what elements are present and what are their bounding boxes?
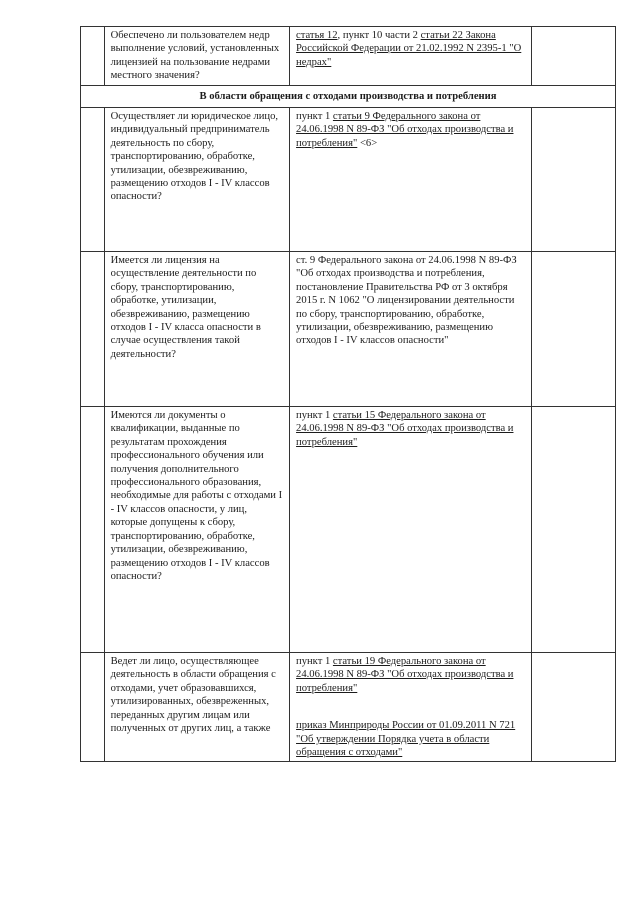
reference-link[interactable]: статьи 19 Федерального закона от 24.06.1998 N 89-ФЗ "Об отходах производства и потребления" [296, 656, 514, 694]
reference-cell [290, 653, 532, 762]
reference-text: пункт 1 [296, 656, 333, 668]
reference-text: , пункт 10 части 2 [337, 30, 421, 41]
reference-cell [290, 108, 532, 252]
question-cell: Обеспечено ли пользователем недр выполнение условий, установленных лицензией на пользование недрами местного значения? [104, 27, 289, 86]
reference-text: пункт 1 [296, 410, 333, 422]
question-cell: Ведет ли лицо, осуществляющее деятельность в области обращения с отходами, учет образовавшихся, утилизированных, обезвреженных, переданных другим лицам или полученных от других лиц, а также [104, 653, 289, 762]
section-heading: В области обращения с отходами производства и потребления [81, 85, 616, 107]
number-cell [81, 27, 105, 86]
number-cell [81, 653, 105, 762]
number-cell [81, 108, 105, 252]
question-cell: Имеется ли лицензия на осуществление деятельности по сбору, транспортированию, обработке, утилизации, обезвреживанию, размещению отходов I - IV класса опасности в случае осуществления такой деятельности? [104, 252, 289, 407]
reference-link[interactable]: приказ Минприроды России от 01.09.2011 N 721 "Об утверждении Порядка учета в области обращения с отходами" [296, 720, 516, 759]
table-row [81, 407, 616, 653]
table-row [81, 252, 616, 407]
paragraph-gap [296, 695, 527, 719]
reference-cell: ст. 9 Федерального закона от 24.06.1998 N 89-ФЗ "Об отходах производства и потребления, постановление Правительства РФ от 3 октября 2015 г. N 1062 "О лицензировании деятельности по сбору, транспортированию, обработке, утилизации, обезвреживанию, размещению отходов I - IV классов опасности" [290, 252, 532, 407]
answer-cell [532, 27, 616, 86]
answer-cell [532, 653, 616, 762]
reference-cell [290, 407, 532, 653]
reference-footnote: <6> [357, 137, 378, 149]
question-cell: Осуществляет ли юридическое лицо, индивидуальный предприниматель деятельность по сбору, транспортированию, обработке, утилизации, обезвреживанию, размещению отходов I - IV классов опасности? [104, 108, 289, 252]
answer-cell [532, 252, 616, 407]
section-row [81, 85, 616, 107]
reference-cell [290, 27, 532, 86]
answer-cell [532, 108, 616, 252]
reference-link[interactable]: статьи 15 Федерального закона от 24.06.1998 N 89-ФЗ "Об отходах производства и потребления" [296, 410, 514, 448]
number-cell [81, 407, 105, 653]
checklist-table [80, 26, 616, 762]
table-row [81, 27, 616, 86]
number-cell [81, 252, 105, 407]
reference-link[interactable]: статья 12 [296, 30, 338, 41]
table-row [81, 108, 616, 252]
answer-cell [532, 407, 616, 653]
reference-link[interactable]: статьи 9 Федерального закона от 24.06.1998 N 89-ФЗ "Об отходах производства и потребления" [296, 111, 514, 149]
reference-text: пункт 1 [296, 111, 333, 123]
table-row [81, 653, 616, 762]
reference-link[interactable]: статьи 22 Закона Российской Федерации от 21.02.1992 N 2395-1 "О недрах" [296, 30, 522, 68]
question-cell: Имеются ли документы о квалификации, выданные по результатам прохождения профессионального обучения или получения дополнительного профессионального образования, необходимые для работы с отходами I - IV классов опасности, у лиц, которые допущены к сбору, транспортированию, обработке, утилизации, обезвреживанию, размещению отходов I - IV классов опасности? [104, 407, 289, 653]
